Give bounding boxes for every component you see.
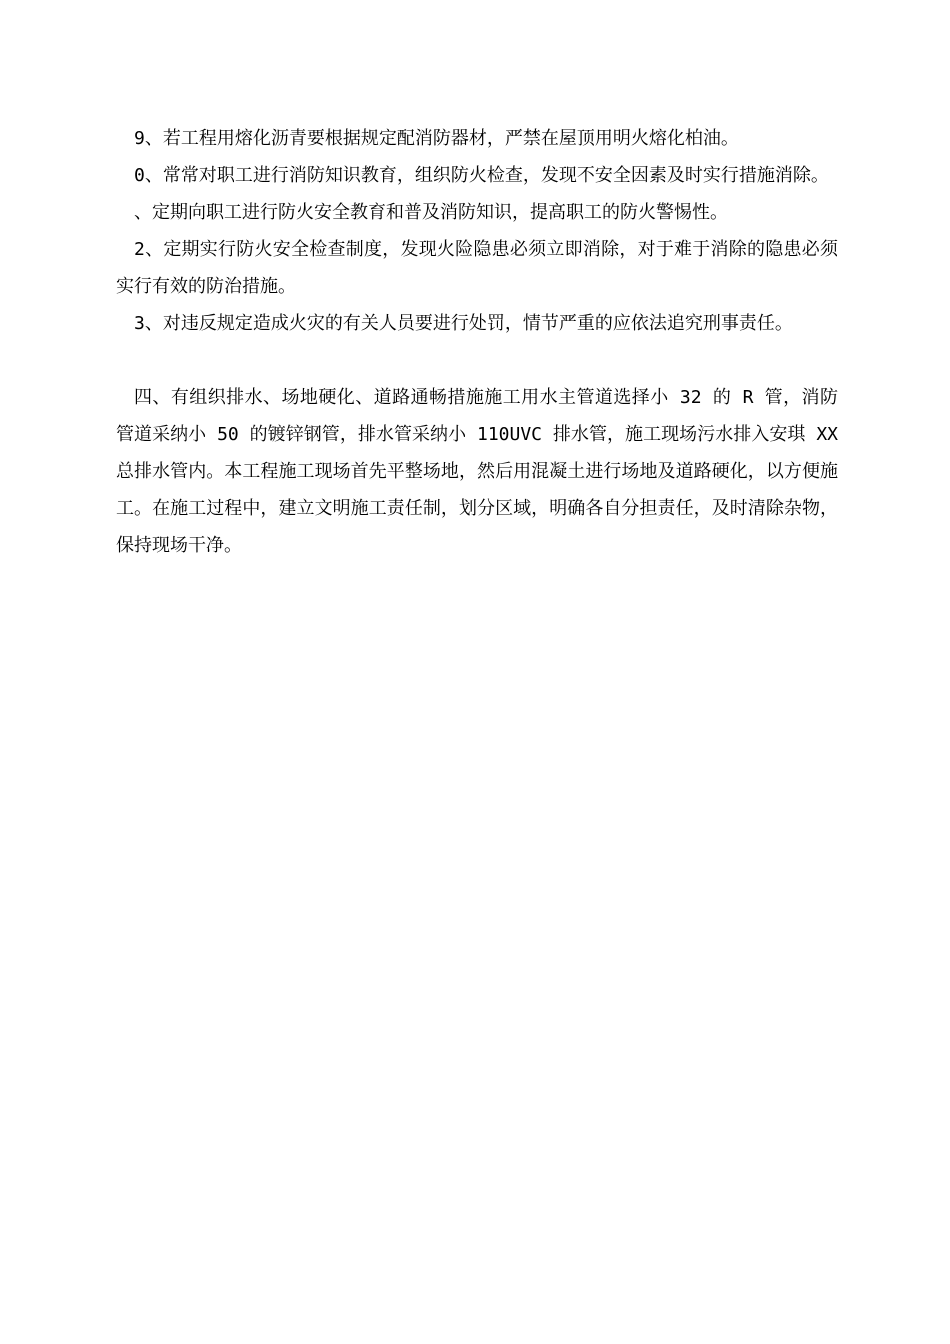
paragraph-item-13: 3、对违反规定造成火灾的有关人员要进行处罚，情节严重的应依法追究刑事责任。 <box>134 313 793 334</box>
document-body <box>116 120 838 564</box>
paragraph-item-11: 、定期向职工进行防火安全教育和普及消防知识，提高职工的防火警惕性。 <box>134 202 728 223</box>
paragraph-item-10: 0、常常对职工进行消防知识教育，组织防火检查，发现不安全因素及时实行措施消除。 <box>134 165 829 186</box>
paragraph-item-12: 2、定期实行防火安全检查制度，发现火险隐患必须立即消除，对于难于消除的隐患必须实行有效的防治措施。 <box>116 239 838 297</box>
section-four-paragraph: 四、有组织排水、场地硬化、道路通畅措施施工用水主管道选择小 32 的 R 管，消防管道采纳小 50 的镀锌钢管，排水管采纳小 110UVC 排水管，施工现场污水排入安琪 XX 总排水管内。本工程施工现场首先平整场地，然后用混凝土进行场地及道路硬化，以方便施工。在施工过程中，建立文明施工责任制，划分区域，明确各自分担责任，及时清除杂物，保持现场干净。 <box>116 387 838 556</box>
paragraph-item-9: 9、若工程用熔化沥青要根据规定配消防器材，严禁在屋顶用明火熔化柏油。 <box>134 128 739 149</box>
